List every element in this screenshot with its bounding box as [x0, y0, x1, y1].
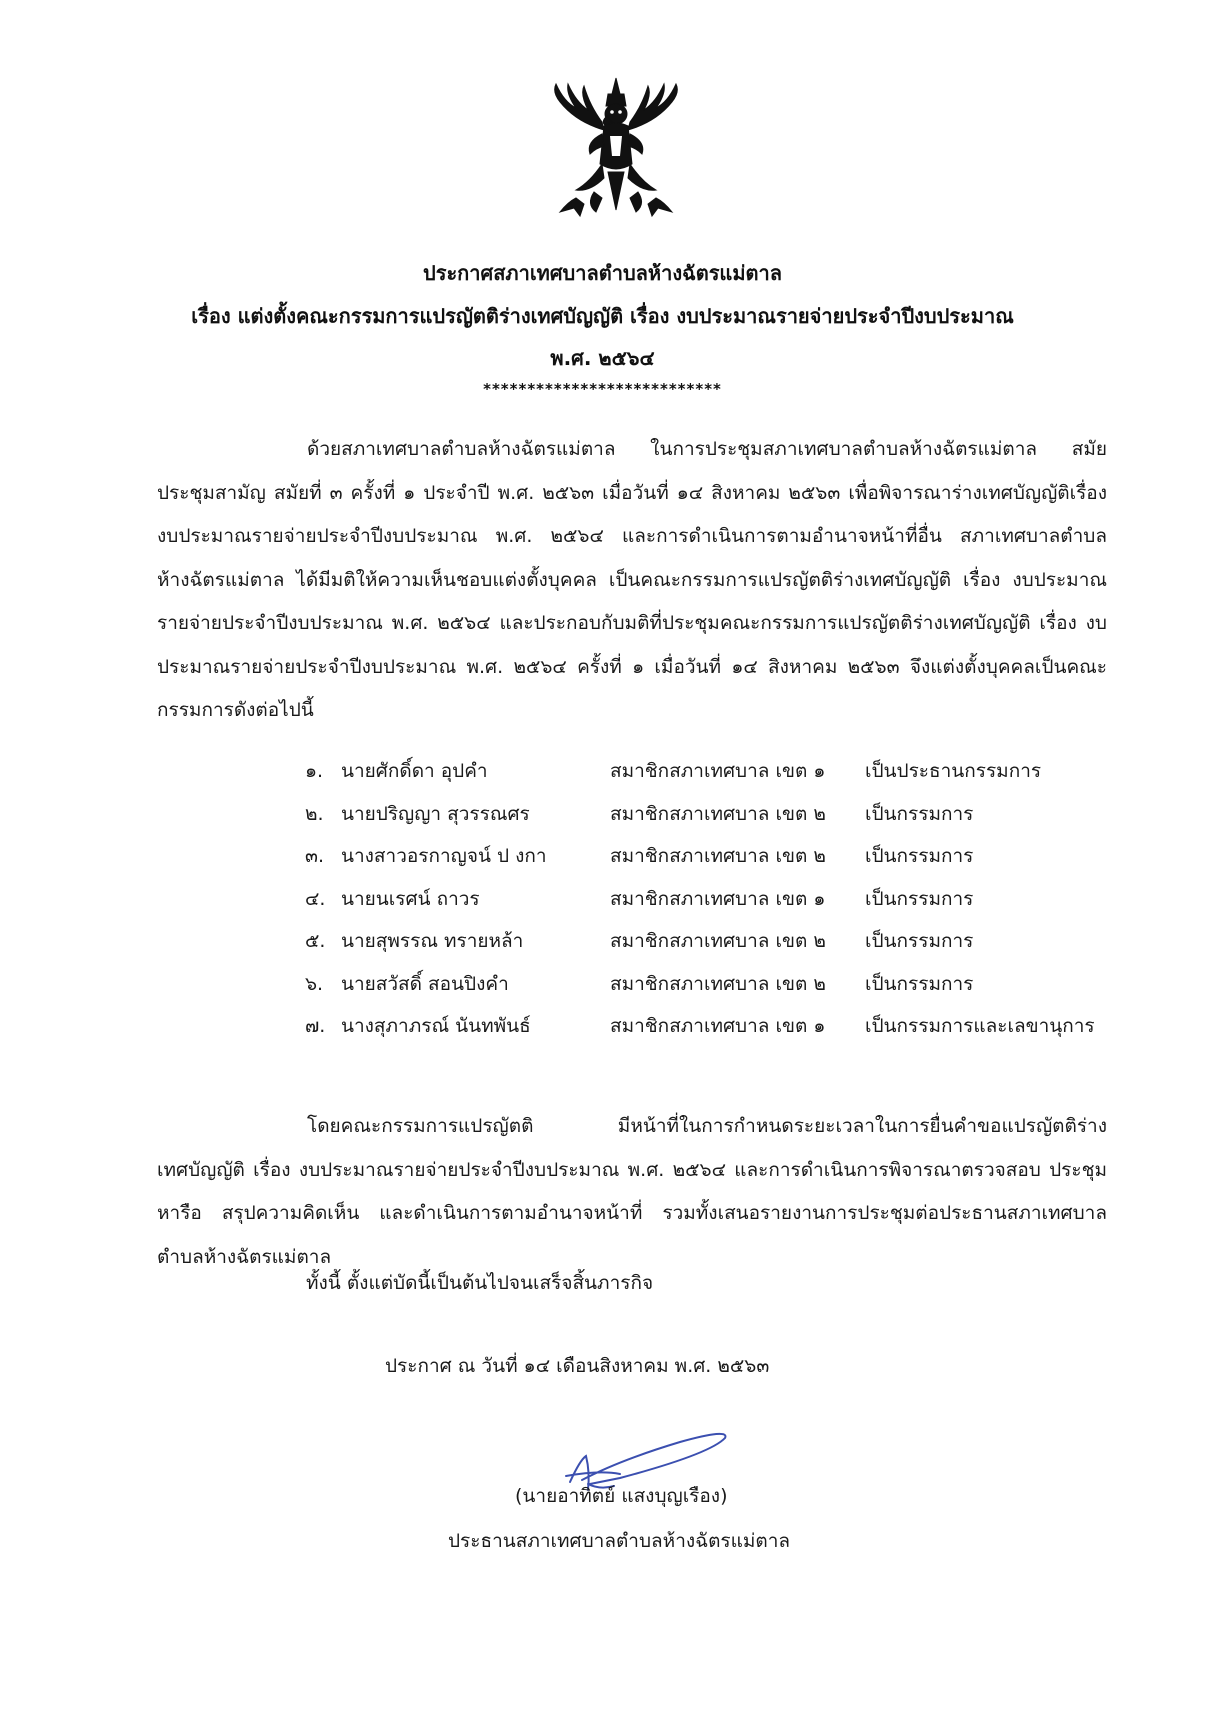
committee-role: เป็นกรรมการ — [865, 802, 974, 825]
announcement-date: ประกาศ ณ วันที่ ๑๔ เดือนสิงหาคม พ.ศ. ๒๕๖๓ — [385, 1355, 770, 1377]
committee-row — [305, 1005, 1115, 1048]
committee-position: สมาชิกสภาเทศบาล เขต ๒ — [610, 802, 826, 825]
closing-statement: ทั้งนี้ ตั้งแต่บัดนี้เป็นต้นไปจนเสร็จสิ้นภารกิจ — [306, 1272, 654, 1294]
committee-number: ๕. — [305, 930, 326, 952]
committee-row — [305, 835, 1115, 878]
committee-list — [305, 750, 1115, 1048]
committee-role: เป็นกรรมการ — [865, 972, 974, 995]
signatory-name: (นายอาทิตย์ แสงบุญเรือง) — [515, 1485, 728, 1507]
committee-row — [305, 750, 1115, 793]
committee-number: ๔. — [305, 887, 326, 910]
signatory-title: ประธานสภาเทศบาลตำบลห้างฉัตรแม่ตาล — [448, 1530, 791, 1552]
committee-name: นายนเรศน์ ถาวร — [341, 887, 480, 910]
committee-name: นายปริญญา สุวรรณศร — [341, 802, 530, 825]
committee-row — [305, 878, 1115, 921]
committee-position: สมาชิกสภาเทศบาล เขต ๒ — [610, 972, 826, 995]
committee-number: ๓. — [305, 845, 325, 867]
committee-role: เป็นประธานกรรมการ — [865, 760, 1042, 782]
committee-row — [305, 793, 1115, 836]
paragraph-duties — [157, 1105, 1107, 1279]
committee-name: นางสาวอรกาญจน์ ป งกา — [341, 845, 547, 867]
announcement-year: พ.ศ. ๒๕๖๔ — [550, 346, 655, 370]
committee-number: ๒. — [305, 802, 324, 825]
committee-name: นายสุพรรณ ทรายหล้า — [341, 930, 524, 952]
committee-role: เป็นกรรมการ — [865, 887, 974, 910]
announcement-subject: เรื่อง แต่งตั้งคณะกรรมการแปรญัตติร่างเทศบัญญัติ เรื่อง งบประมาณรายจ่ายประจำปีงบประมาณ — [191, 304, 1014, 328]
committee-position: สมาชิกสภาเทศบาล เขต ๒ — [610, 845, 826, 867]
paragraph-intro-text: ด้วยสภาเทศบาลตำบลห้างฉัตรแม่ตาล ในการประชุมสภาเทศบาลตำบลห้างฉัตรแม่ตาล สมัยประชุมสามัญ สมัยที่ ๓ ครั้งที่ ๑ ประจำปี พ.ศ. ๒๕๖๓ เมื่อวันที่ ๑๔ สิงหาคม ๒๕๖๓ เพื่อพิจารณาร่างเทศบัญญัติเรื่อง งบประมาณรายจ่ายประจำปีงบประมาณ พ.ศ. ๒๕๖๔ และการดำเนินการตามอำนาจหน้าที่อื่น สภาเทศบาลตำบลห้างฉัตรแม่ตาล ได้มีมติให้ความเห็นชอบแต่งตั้งบุคคล เป็นคณะกรรมการแปรญัตติร่างเทศบัญญัติ เรื่อง งบประมาณรายจ่ายประจำปีงบประมาณ พ.ศ. ๒๕๖๔ และประกอบกับมติที่ประชุมคณะกรรมการแปรญัตติร่างเทศบัญญัติ เรื่อง งบประมาณรายจ่ายประจำปีงบประมาณ พ.ศ. ๒๕๖๔ ครั้งที่ ๑ เมื่อวันที่ ๑๔ สิงหาคม ๒๕๖๓ จึงแต่งตั้งบุคคลเป็นคณะกรรมการดังต่อไปนี้ — [157, 438, 1107, 721]
committee-position: สมาชิกสภาเทศบาล เขต ๑ — [610, 887, 826, 910]
committee-row — [305, 920, 1115, 963]
committee-position: สมาชิกสภาเทศบาล เขต ๒ — [610, 930, 826, 952]
committee-name: นายสวัสดิ์ สอนปิงคำ — [341, 972, 509, 995]
announcement-title: ประกาศสภาเทศบาลตำบลห้างฉัตรแม่ตาล — [423, 261, 782, 285]
garuda-emblem-icon — [546, 72, 686, 232]
paragraph-duties-text: โดยคณะกรรมการแปรญัตติ มีหน้าที่ในการกำหนดระยะเวลาในการยื่นคำขอแปรญัตติร่างเทศบัญญัติ เรื่อง งบประมาณรายจ่ายประจำปีงบประมาณ พ.ศ. ๒๕๖๔ และการดำเนินการพิจารณาตรวจสอบ ประชุมหารือ สรุปความคิดเห็น และดำเนินการตามอำนาจหน้าที่ รวมทั้งเสนอรายงานการประชุมต่อประธานสภาเทศบาลตำบลห้างฉัตรแม่ตาล — [157, 1115, 1107, 1268]
committee-position: สมาชิกสภาเทศบาล เขต ๑ — [610, 1015, 826, 1037]
committee-number: ๑. — [305, 760, 324, 782]
separator-stars: *************************** — [483, 380, 722, 398]
committee-role: เป็นกรรมการและเลขานุการ — [865, 1015, 1095, 1037]
committee-name: นายศักดิ์ดา อุปคำ — [341, 760, 488, 782]
committee-row — [305, 963, 1115, 1006]
committee-number: ๖. — [305, 972, 324, 995]
committee-name: นางสุภาภรณ์ นันทพันธ์ — [341, 1015, 531, 1037]
committee-number: ๗. — [305, 1015, 326, 1037]
committee-position: สมาชิกสภาเทศบาล เขต ๑ — [610, 760, 826, 782]
committee-role: เป็นกรรมการ — [865, 930, 974, 952]
paragraph-intro — [157, 428, 1107, 733]
committee-role: เป็นกรรมการ — [865, 845, 974, 867]
